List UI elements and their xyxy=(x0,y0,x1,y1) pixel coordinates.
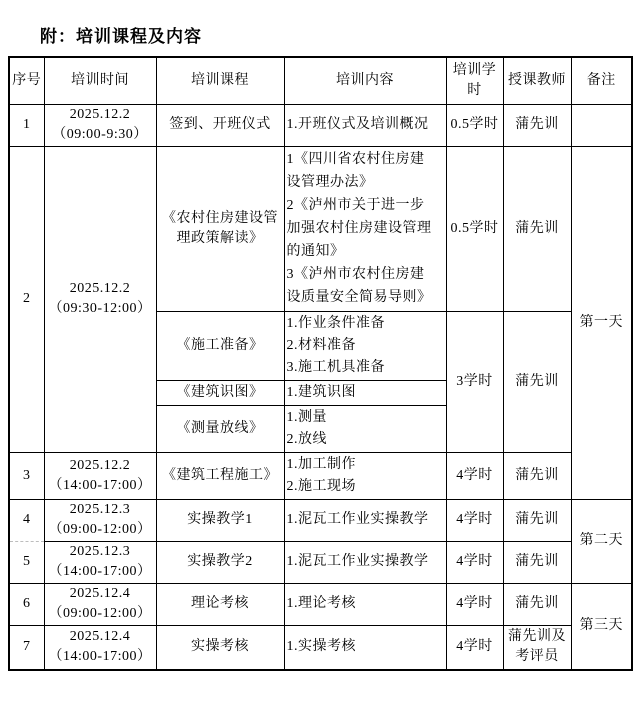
table-row xyxy=(9,146,632,311)
cell-hours: 3学时 xyxy=(446,311,503,452)
cell-teacher: 蒲先训 xyxy=(503,499,571,541)
content-item: 1《四川省农村住房建设管理办法》 xyxy=(286,152,425,190)
time-range-text: （09:00-12:00） xyxy=(48,522,152,537)
cell-hours: 0.5学时 xyxy=(446,146,503,311)
content-item: 1.开班仪式及培训概况 xyxy=(286,117,429,132)
date-text: 2025.12.4 xyxy=(69,586,131,601)
cell-hours: 4学时 xyxy=(446,541,503,583)
cell-teacher: 蒲先训 xyxy=(503,146,571,311)
cell-content xyxy=(284,146,446,311)
cell-time xyxy=(44,146,156,452)
header-row xyxy=(9,57,632,104)
cell-course: 《施工准备》 xyxy=(156,311,284,380)
cell-time xyxy=(44,541,156,583)
column-header-course: 培训课程 xyxy=(156,57,284,104)
cell-content xyxy=(284,499,446,541)
column-header-content: 培训内容 xyxy=(284,57,446,104)
date-text: 2025.12.3 xyxy=(69,502,131,517)
cell-teacher: 蒲先训 xyxy=(503,541,571,583)
cell-teacher: 蒲先训 xyxy=(503,104,571,146)
cell-course: 实操考核 xyxy=(156,625,284,670)
date-text: 2025.12.2 xyxy=(69,457,131,473)
table-row xyxy=(9,452,632,499)
content-item: 1.理论考核 xyxy=(286,596,356,611)
cell-course: 实操教学2 xyxy=(156,541,284,583)
content-item: 1.加工制作 xyxy=(286,456,356,472)
date-text: 2025.12.2 xyxy=(69,281,131,296)
cell-content xyxy=(284,311,446,380)
cell-course: 实操教学1 xyxy=(156,499,284,541)
cell-content xyxy=(284,541,446,583)
date-text: 2025.12.2 xyxy=(69,107,131,122)
cell-note: 第一天 xyxy=(571,146,632,499)
cell-hours: 4学时 xyxy=(446,625,503,670)
column-header-teacher: 授课教师 xyxy=(503,57,571,104)
date-text: 2025.12.4 xyxy=(69,629,131,645)
content-item: 3.施工机具准备 xyxy=(286,359,385,375)
cell-seq: 3 xyxy=(9,452,44,499)
content-item: 1.泥瓦工作业实操教学 xyxy=(286,554,429,569)
cell-seq: 2 xyxy=(9,146,44,452)
column-header-time: 培训时间 xyxy=(44,57,156,104)
cell-course: 《建筑工程施工》 xyxy=(156,452,284,499)
table-row xyxy=(9,583,632,625)
cell-teacher: 蒲先训 xyxy=(503,583,571,625)
content-item: 2.放线 xyxy=(286,431,327,447)
cell-content xyxy=(284,452,446,499)
cell-note: 第二天 xyxy=(571,499,632,583)
cell-time xyxy=(44,104,156,146)
date-text: 2025.12.3 xyxy=(69,544,131,559)
cell-teacher: 蒲先训及考评员 xyxy=(503,625,571,670)
table-row xyxy=(9,499,632,541)
cell-note: 第三天 xyxy=(571,583,632,670)
cell-teacher: 蒲先训 xyxy=(503,311,571,452)
cell-course: 《测量放线》 xyxy=(156,405,284,452)
cell-time xyxy=(44,499,156,541)
content-item: 1.测量 xyxy=(286,409,327,425)
cell-hours: 4学时 xyxy=(446,583,503,625)
table-row xyxy=(9,541,632,583)
content-item: 2《泸州市关于进一步加强农村住房建设管理的通知》 xyxy=(286,198,432,259)
column-header-note: 备注 xyxy=(571,57,632,104)
page-title: 附：培训课程及内容 xyxy=(40,27,202,46)
cell-content xyxy=(284,380,446,405)
cell-hours: 0.5学时 xyxy=(446,104,503,146)
time-range-text: （14:00-17:00） xyxy=(48,477,152,493)
cell-time xyxy=(44,452,156,499)
cell-course: 《农村住房建设管理政策解读》 xyxy=(156,146,284,311)
content-item: 1.泥瓦工作业实操教学 xyxy=(286,512,429,527)
cell-seq: 5 xyxy=(9,541,44,583)
time-range-text: （09:00-12:00） xyxy=(48,606,152,621)
content-item: 3《泸州市农村住房建设质量安全简易导则》 xyxy=(286,267,432,305)
cell-seq: 6 xyxy=(9,583,44,625)
column-header-hours: 培训学时 xyxy=(446,57,503,104)
table-row xyxy=(9,625,632,670)
cell-seq: 7 xyxy=(9,625,44,670)
cell-time xyxy=(44,583,156,625)
training-schedule-table xyxy=(8,56,633,671)
cell-content xyxy=(284,625,446,670)
cell-seq: 4 xyxy=(9,499,44,541)
content-item: 1.作业条件准备 xyxy=(286,315,385,331)
cell-content xyxy=(284,104,446,146)
cell-course: 理论考核 xyxy=(156,583,284,625)
time-range-text: （14:00-17:00） xyxy=(48,649,152,665)
cell-course: 签到、开班仪式 xyxy=(156,104,284,146)
cell-content xyxy=(284,405,446,452)
time-range-text: （09:00-9:30） xyxy=(52,127,148,142)
column-header-seq: 序号 xyxy=(9,57,44,104)
table-row xyxy=(9,104,632,146)
cell-hours: 4学时 xyxy=(446,499,503,541)
cell-seq: 1 xyxy=(9,104,44,146)
cell-note xyxy=(571,104,632,146)
content-item: 1.建筑识图 xyxy=(286,384,356,400)
content-item: 2.施工现场 xyxy=(286,478,356,494)
cell-time xyxy=(44,625,156,670)
cell-hours: 4学时 xyxy=(446,452,503,499)
cell-teacher: 蒲先训 xyxy=(503,452,571,499)
time-range-text: （14:00-17:00） xyxy=(48,564,152,579)
cell-course: 《建筑识图》 xyxy=(156,380,284,405)
content-item: 1.实操考核 xyxy=(286,639,356,655)
time-range-text: （09:30-12:00） xyxy=(48,301,152,316)
cell-content xyxy=(284,583,446,625)
content-item: 2.材料准备 xyxy=(286,337,356,353)
